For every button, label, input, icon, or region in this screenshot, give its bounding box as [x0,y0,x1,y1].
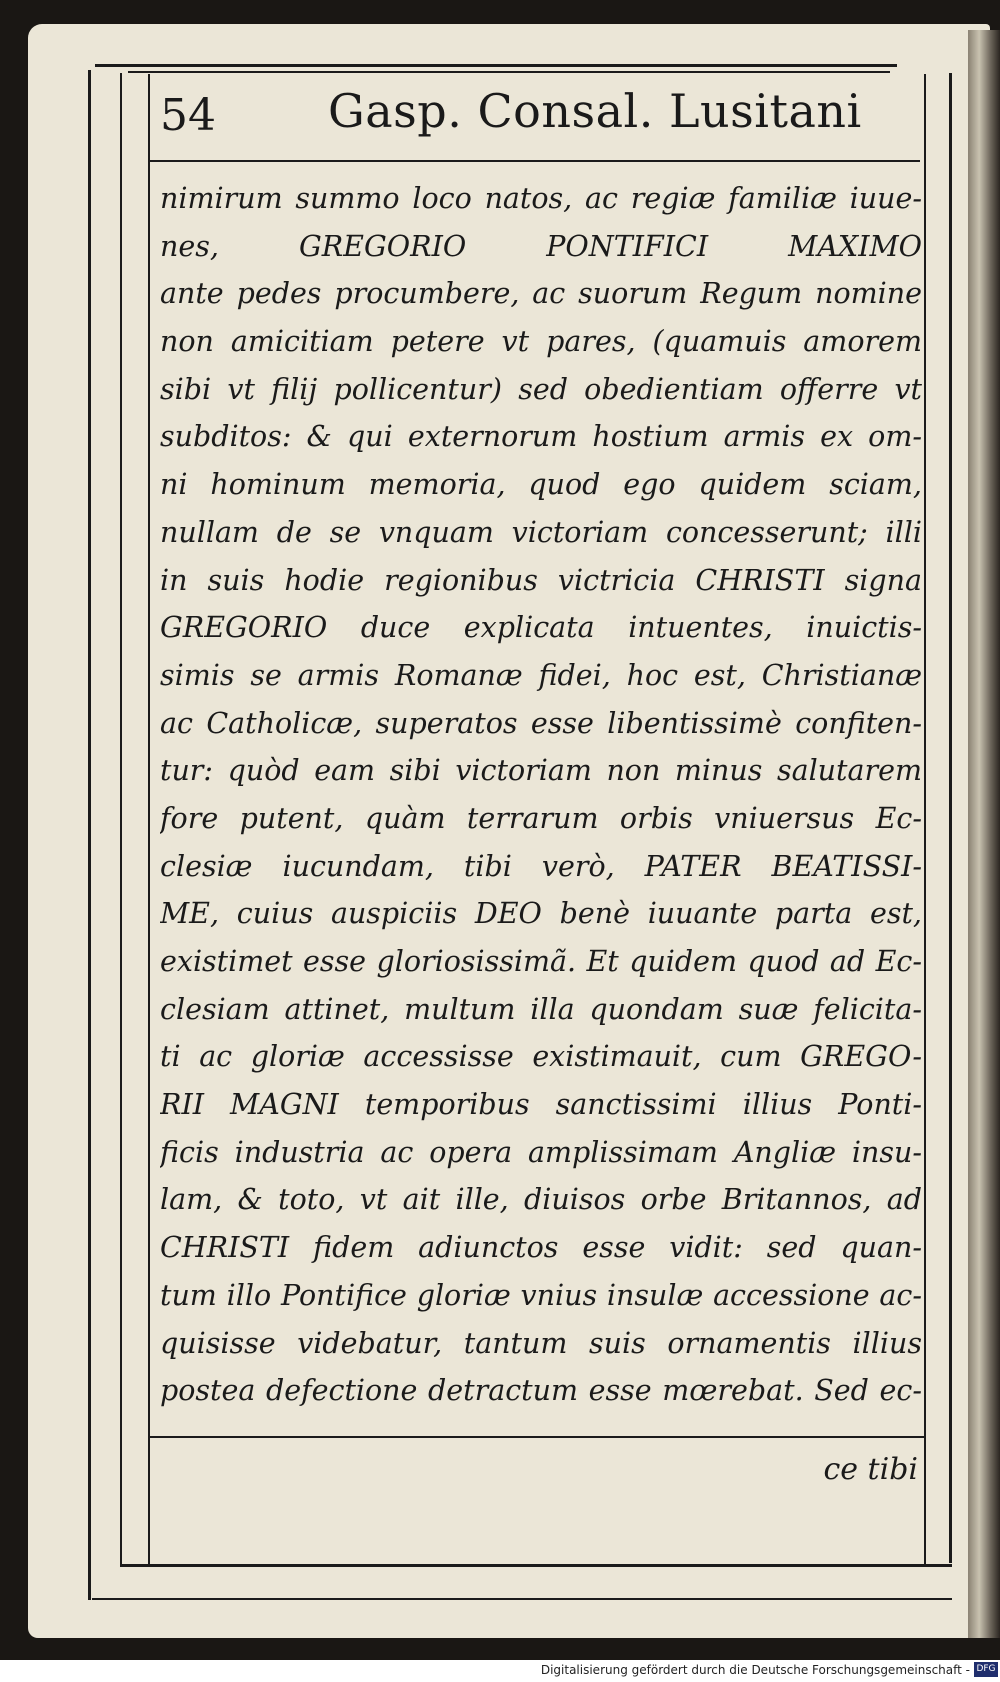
text-line: simis se armis Romanæ fidei, hoc est, Christianæ [160,658,922,692]
text-line: GREGORIO duce explicata intuentes, inuictis- [160,611,922,645]
text-line: sibi vt filij pollicentur) sed obedientiam offerre vt [160,372,922,406]
text-line: subditos: & qui externorum hostium armis ex om- [160,420,922,454]
text-line: existimet esse gloriosissimã. Et quidem quod ad Ec- [160,945,922,978]
text-line: fore putent, quàm terrarum orbis vniuersus Ec- [160,801,922,835]
text-line: nullam de se vnquam victoriam concesserunt; illi [160,515,922,549]
text-line: ME, cuius auspiciis DEO benè iuuante parta est, [160,897,922,931]
text-line: ficis industria ac opera amplissimam Angliæ insu- [160,1135,922,1169]
header-separator-rule [148,160,920,162]
page-gutter [968,30,1000,1638]
frame-bottom-rule-outer [92,1598,952,1600]
text-line: in suis hodie regionibus victricia CHRISTI signa [160,563,922,597]
text-line: RII MAGNI temporibus sanctissimi illius Ponti- [160,1088,922,1122]
text-line: non amicitiam petere vt pares, (quamuis amorem [160,325,922,359]
frame-left-rule-inner [120,73,122,1565]
text-line: lam, & toto, vt ait ille, diuisos orbe Britannos, ad [160,1183,922,1217]
digitization-footer [0,1660,1000,1682]
frame-right-rule [949,73,952,1563]
text-line: ti ac gloriæ accessisse existimauit, cum GREGO- [160,1040,922,1074]
text-line: ac Catholicæ, superatos esse libentissimè confiten- [160,706,922,740]
text-line: clesiam attinet, multum illa quondam suæ felicita- [160,992,922,1026]
text-line: ni hominum memoria, quod ego quidem sciam, [160,468,922,502]
dfg-logo: DFG [974,1662,998,1677]
frame-top-rule [95,64,897,67]
text-line: nimirum summo loco natos, ac regiæ familiæ iuue- [160,182,922,215]
frame-top-rule-inner [128,71,890,73]
header-right-rule [924,74,926,1564]
text-line: quisisse videbatur, tantum suis ornamentis illius [160,1326,922,1360]
catchword: ce tibi [823,1452,918,1487]
text-line: tur: quòd eam sibi victoriam non minus salutarem [160,754,922,788]
frame-left-rule-outer [88,70,91,1600]
page-number: 54 [160,90,216,141]
digitization-credit: Digitalisierung gefördert durch die Deutsche Forschungsgemeinschaft - [540,1663,970,1677]
page-header [150,78,930,158]
frame-bottom-rule [120,1564,952,1567]
text-line: ante pedes procumbere, ac suorum Regum nomine [160,277,922,311]
header-left-rule [148,74,150,1564]
running-head: Gasp. Consal. Lusitani [328,84,862,138]
text-line: nes, GREGORIO PONTIFICI MAXIMO [160,229,922,263]
body-text [160,175,922,1415]
text-line: postea defectione detractum esse mœrebat. Sed ec- [160,1374,922,1408]
text-line: tum illo Pontifice gloriæ vnius insulæ accessione ac- [160,1278,922,1312]
text-line: clesiæ iucundam, tibi verò, PATER BEATISSI- [160,849,922,883]
text-line: CHRISTI fidem adiunctos esse vidit: sed quan- [160,1231,922,1265]
text-bottom-rule [148,1436,924,1438]
